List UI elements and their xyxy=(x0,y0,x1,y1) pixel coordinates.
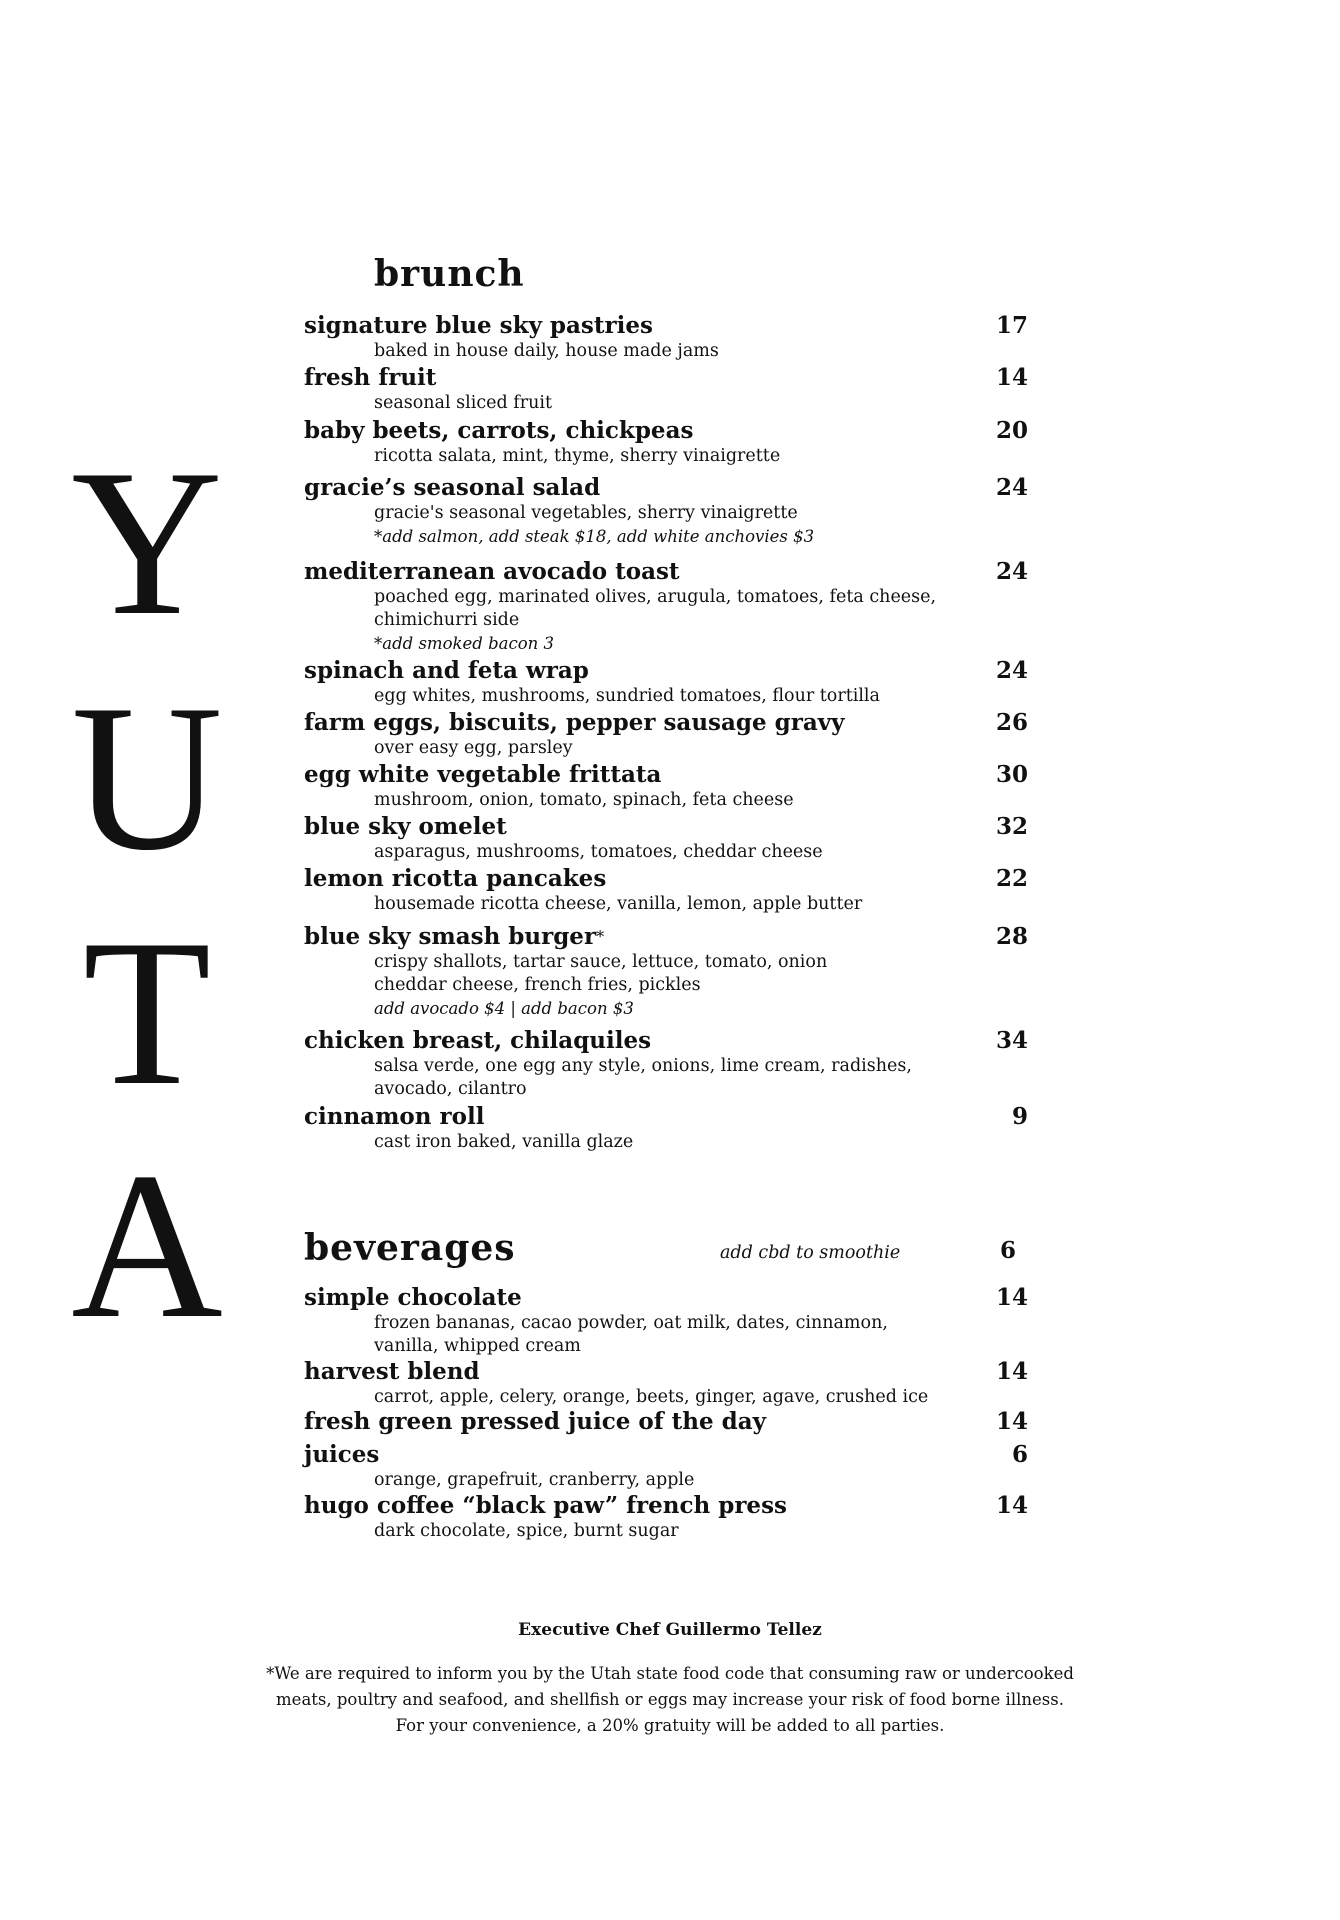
item-name-text: farm eggs, biscuits, pepper sausage gravy xyxy=(304,709,845,736)
item-price: 17 xyxy=(995,312,1028,339)
item-description: cheddar cheese, french fries, pickles xyxy=(374,975,701,995)
item-description: vanilla, whipped cream xyxy=(374,1336,581,1356)
item-name xyxy=(304,558,1024,586)
menu-item xyxy=(304,657,1028,708)
item-name xyxy=(304,813,1024,841)
item-description: over easy egg, parsley xyxy=(374,738,573,758)
item-name-text: cinnamon roll xyxy=(304,1103,485,1130)
item-description: housemade ricotta cheese, vanilla, lemon, apple butter xyxy=(374,894,863,914)
item-description: cast iron baked, vanilla glaze xyxy=(374,1132,634,1152)
item-name xyxy=(304,417,1024,445)
svg-text:A: A xyxy=(71,1130,223,1362)
menu-item xyxy=(304,709,1028,760)
item-name-text: blue sky omelet xyxy=(304,813,507,840)
item-name-text: harvest blend xyxy=(304,1358,480,1385)
item-price: 14 xyxy=(995,1492,1028,1519)
item-description: salsa verde, one egg any style, onions, lime cream, radishes, xyxy=(374,1056,912,1076)
logo-letter-a xyxy=(71,1130,223,1362)
brunch-title: brunch xyxy=(374,253,525,295)
item-price: 32 xyxy=(995,813,1028,840)
item-name-text: chicken breast, chilaquiles xyxy=(304,1027,652,1054)
menu-item xyxy=(304,474,1028,548)
item-price: 14 xyxy=(995,1408,1028,1435)
item-name xyxy=(304,1358,1024,1386)
raw-food-asterisk: * xyxy=(596,927,605,946)
logo-letter-y xyxy=(71,427,223,659)
item-price: 14 xyxy=(995,364,1028,391)
logo-letter-u xyxy=(71,662,223,894)
menu-item xyxy=(304,312,1028,363)
cbd-note: add cbd to smoothie xyxy=(720,1243,901,1263)
item-name-text: signature blue sky pastries xyxy=(304,312,653,339)
item-description: egg whites, mushrooms, sundried tomatoes, flour tortilla xyxy=(374,686,880,706)
item-price: 14 xyxy=(995,1284,1028,1311)
menu-item xyxy=(304,1358,1028,1409)
menu-item xyxy=(304,558,1028,655)
menu-item xyxy=(304,1027,1028,1101)
item-price: 6 xyxy=(1011,1441,1028,1468)
item-name-text: lemon ricotta pancakes xyxy=(304,865,607,892)
item-add-on-note: *add smoked bacon 3 xyxy=(374,634,555,653)
executive-chef: Executive Chef Guillermo Tellez xyxy=(518,1620,822,1640)
item-name-text: hugo coffee “black paw” french press xyxy=(304,1492,787,1519)
menu-item xyxy=(304,364,1028,415)
item-description: asparagus, mushrooms, tomatoes, cheddar cheese xyxy=(374,842,823,862)
item-price: 9 xyxy=(1011,1103,1028,1130)
menu-item xyxy=(304,1284,1028,1358)
item-price: 26 xyxy=(995,709,1028,736)
item-name-text: egg white vegetable frittata xyxy=(304,761,662,788)
item-description: seasonal sliced fruit xyxy=(374,393,552,413)
item-name xyxy=(304,761,1024,789)
item-description: poached egg, marinated olives, arugula, tomatoes, feta cheese, xyxy=(374,587,937,607)
menu-item xyxy=(304,1103,1028,1154)
item-price: 20 xyxy=(995,417,1028,444)
menu-item xyxy=(304,923,1028,1020)
item-name-text: gracie’s seasonal salad xyxy=(304,474,601,501)
item-description: crispy shallots, tartar sauce, lettuce, tomato, onion xyxy=(374,952,828,972)
item-description: gracie's seasonal vegetables, sherry vinaigrette xyxy=(374,503,798,523)
menu-item xyxy=(304,1408,1028,1436)
beverages-title: beverages xyxy=(304,1227,516,1269)
item-add-on-note: add avocado $4 | add bacon $3 xyxy=(374,999,634,1018)
item-name xyxy=(304,1492,1024,1520)
disclaimer-line: meats, poultry and seafood, and shellfish or eggs may increase your risk of food borne illness. xyxy=(276,1690,1064,1709)
item-name-text: simple chocolate xyxy=(304,1284,522,1311)
disclaimer-line: *We are required to inform you by the Utah state food code that consuming raw or undercooked xyxy=(266,1664,1074,1683)
item-description: baked in house daily, house made jams xyxy=(374,341,719,361)
item-name-text: mediterranean avocado toast xyxy=(304,558,680,585)
item-description: frozen bananas, cacao powder, oat milk, dates, cinnamon, xyxy=(374,1313,888,1333)
item-description: chimichurri side xyxy=(374,610,520,630)
item-name xyxy=(304,1284,1024,1312)
item-name xyxy=(304,1441,1024,1469)
item-name xyxy=(304,312,1024,340)
menu-item xyxy=(304,1492,1028,1543)
svg-text:T: T xyxy=(82,897,212,1129)
item-price: 34 xyxy=(995,1027,1028,1054)
item-name xyxy=(304,474,1024,502)
item-name xyxy=(304,1103,1024,1131)
item-description: ricotta salata, mint, thyme, sherry vinaigrette xyxy=(374,446,781,466)
cbd-price: 6 xyxy=(1000,1237,1017,1264)
menu-item xyxy=(304,761,1028,812)
item-name-text: blue sky smash burger xyxy=(304,923,597,950)
item-description: carrot, apple, celery, orange, beets, ginger, agave, crushed ice xyxy=(374,1387,929,1407)
item-name-text: baby beets, carrots, chickpeas xyxy=(304,417,694,444)
disclaimer-line: For your convenience, a 20% gratuity will be added to all parties. xyxy=(395,1716,945,1735)
item-name-text: fresh fruit xyxy=(304,364,437,391)
item-name xyxy=(304,657,1024,685)
svg-text:Y: Y xyxy=(71,427,223,659)
item-description: mushroom, onion, tomato, spinach, feta cheese xyxy=(374,790,794,810)
item-description: dark chocolate, spice, burnt sugar xyxy=(374,1521,679,1541)
item-description: orange, grapefruit, cranberry, apple xyxy=(374,1470,695,1490)
logo-letter-t xyxy=(82,897,212,1129)
item-price: 24 xyxy=(995,474,1028,501)
menu-item xyxy=(304,865,1028,916)
svg-text:U: U xyxy=(71,662,223,894)
item-name xyxy=(304,865,1024,893)
item-name xyxy=(304,1027,1024,1055)
menu-item xyxy=(304,1441,1028,1492)
item-description: avocado, cilantro xyxy=(374,1079,527,1099)
item-price: 30 xyxy=(995,761,1028,788)
item-name-text: fresh green pressed juice of the day xyxy=(304,1408,766,1435)
item-name xyxy=(304,1408,1024,1436)
item-price: 24 xyxy=(995,558,1028,585)
item-price: 28 xyxy=(995,923,1028,950)
menu-item xyxy=(304,813,1028,864)
item-name xyxy=(304,709,1024,737)
item-price: 22 xyxy=(995,865,1028,892)
item-name-text: juices xyxy=(304,1441,380,1468)
item-name-text: spinach and feta wrap xyxy=(304,657,589,684)
menu-item xyxy=(304,417,1028,468)
item-price: 14 xyxy=(995,1358,1028,1385)
item-name xyxy=(304,923,1024,951)
item-add-on-note: *add salmon, add steak $18, add white anchovies $3 xyxy=(374,527,815,546)
item-name xyxy=(304,364,1024,392)
item-price: 24 xyxy=(995,657,1028,684)
